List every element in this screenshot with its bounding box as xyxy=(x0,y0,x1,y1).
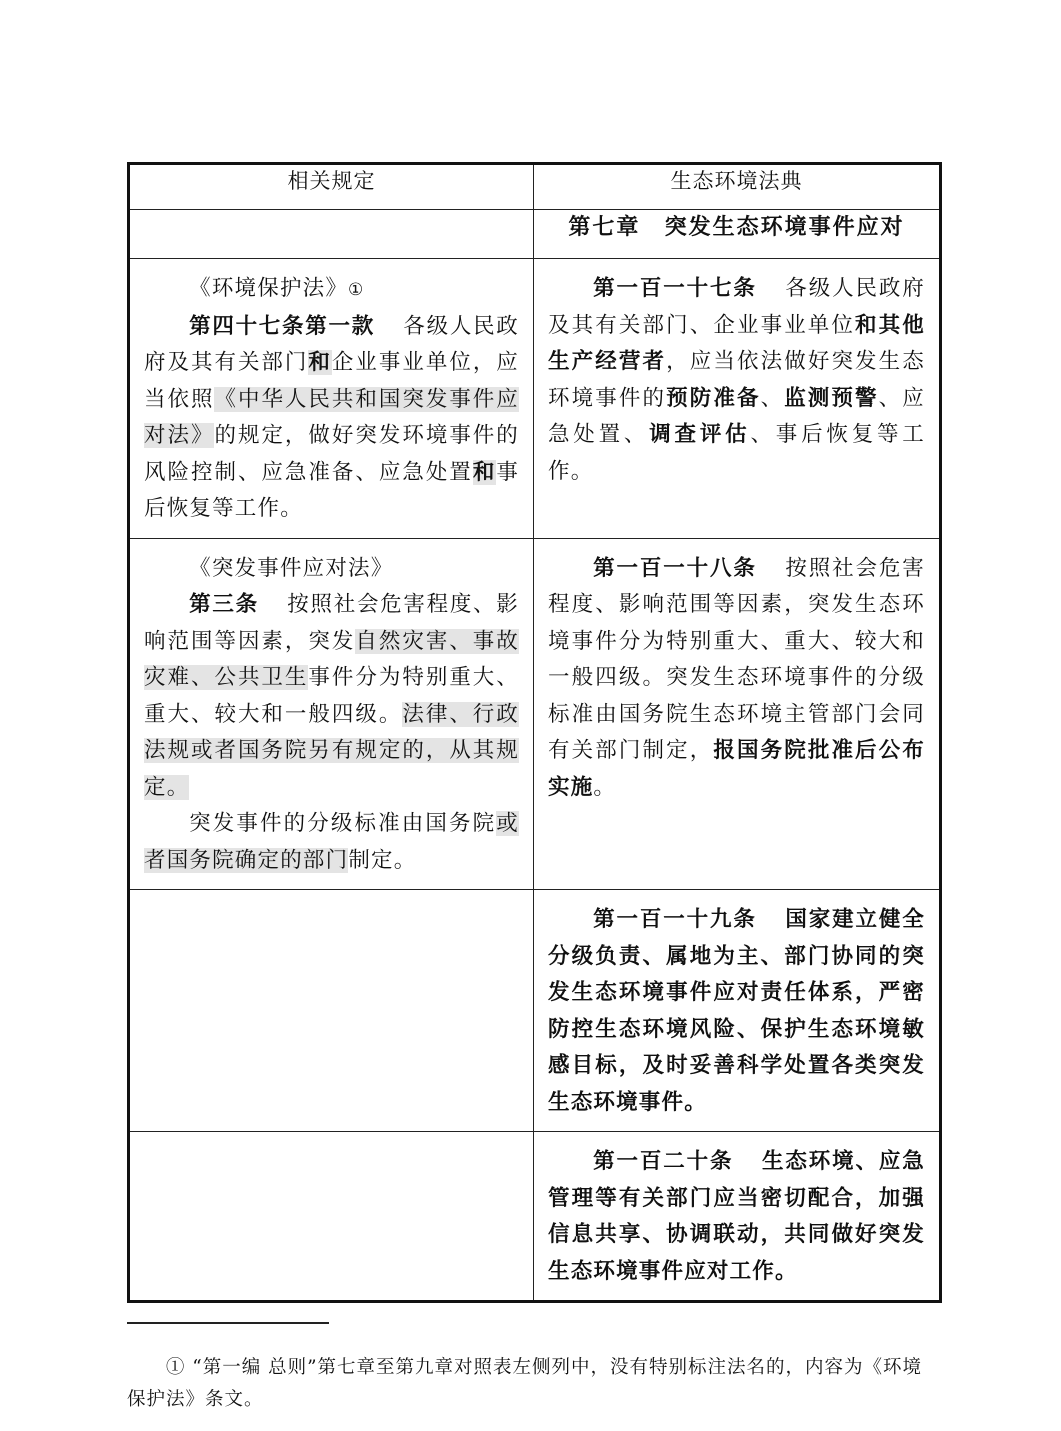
table-row xyxy=(129,890,941,1132)
article-number: 第一百二十条 xyxy=(593,1149,734,1174)
chapter-number: 第七章 xyxy=(568,215,641,240)
header-row xyxy=(129,164,941,210)
right-cell xyxy=(534,1132,941,1302)
article-text: 第一百一十九条 国家建立健全分级负责、属地为主、部门协同的突发生态环境事件应对责任体系，严密防控生态环境风险、保护生态环境敏感目标，及时妥善科学处置各类突发生态环境事件。 xyxy=(548,907,926,1115)
footnote-marker: ① xyxy=(165,1357,186,1378)
article-text: 第一百一十八条 按照社会危害程度、影响范围等因素，突发生态环境事件分为特别重大、重大、较大和一般四级。突发生态环境事件的分级标准由国务院生态环境主管部门会同有关部门制定，报国务院批准后公布实施。 xyxy=(548,555,926,800)
header-related-provisions: 相关规定 xyxy=(129,164,534,210)
article-number: 第一百一十八条 xyxy=(593,555,757,581)
highlight: 《中华人民共和国突发事件应对法》 xyxy=(144,386,519,448)
law-name: 《环境保护法》① xyxy=(189,276,365,301)
comparison-table xyxy=(127,162,942,1303)
article-text: 第三条 按照社会危害程度、影响范围等因素，突发自然灾害、事故灾难、公共卫生事件分为特别重大、重大、较大和一般四级。法律、行政法规或者国务院另有规定的，从其规定。 xyxy=(144,592,519,800)
article-number: 第一百一十七条 xyxy=(593,276,757,301)
footnote-ref: ① xyxy=(348,280,365,300)
footnote-text: “第一编 总则”第七章至第九章对照表左侧列中，没有特别标注法名的，内容为《环境保护法》条文。 xyxy=(127,1357,923,1410)
chapter-title: 突发生态环境事件应对 xyxy=(664,215,905,240)
chapter-left-empty xyxy=(129,210,534,259)
right-cell xyxy=(534,890,941,1132)
article-text: 第四十七条第一款 各级人民政府及其有关部门和企业事业单位，应当依照《中华人民共和国突发事件应对法》的规定，做好突发环境事件的风险控制、应急准备、应急处置和事后恢复等工作。 xyxy=(144,313,520,521)
chapter-heading xyxy=(534,210,941,259)
article-text: 第一百二十条 生态环境、应急管理等有关部门应当密切配合，加强信息共享、协调联动，共同做好突发生态环境事件应对工作。 xyxy=(548,1149,926,1284)
article-text: 突发事件的分级标准由国务院或者国务院确定的部门制定。 xyxy=(144,811,519,873)
right-cell xyxy=(534,259,941,539)
right-cell xyxy=(534,538,941,890)
table-row xyxy=(129,1132,941,1302)
footnote-divider xyxy=(127,1322,329,1324)
article-number: 第四十七条第一款 xyxy=(189,313,375,339)
left-cell xyxy=(129,259,534,539)
law-name: 《突发事件应对法》 xyxy=(189,555,394,581)
left-cell-empty xyxy=(129,890,534,1132)
header-eco-code: 生态环境法典 xyxy=(534,164,941,210)
chapter-row xyxy=(129,210,941,259)
table-row xyxy=(129,538,941,890)
table-row xyxy=(129,259,941,539)
left-cell-empty xyxy=(129,1132,534,1302)
article-text: 第一百一十七条 各级人民政府及其有关部门、企业事业单位和其他生产经营者，应当依法做好突发生态环境事件的预防准备、监测预警、应急处置、调查评估、事后恢复等工作。 xyxy=(548,276,926,484)
article-number: 第一百一十九条 xyxy=(593,907,757,932)
article-number: 第三条 xyxy=(189,592,259,617)
footnote xyxy=(127,1352,939,1416)
left-cell xyxy=(129,538,534,890)
